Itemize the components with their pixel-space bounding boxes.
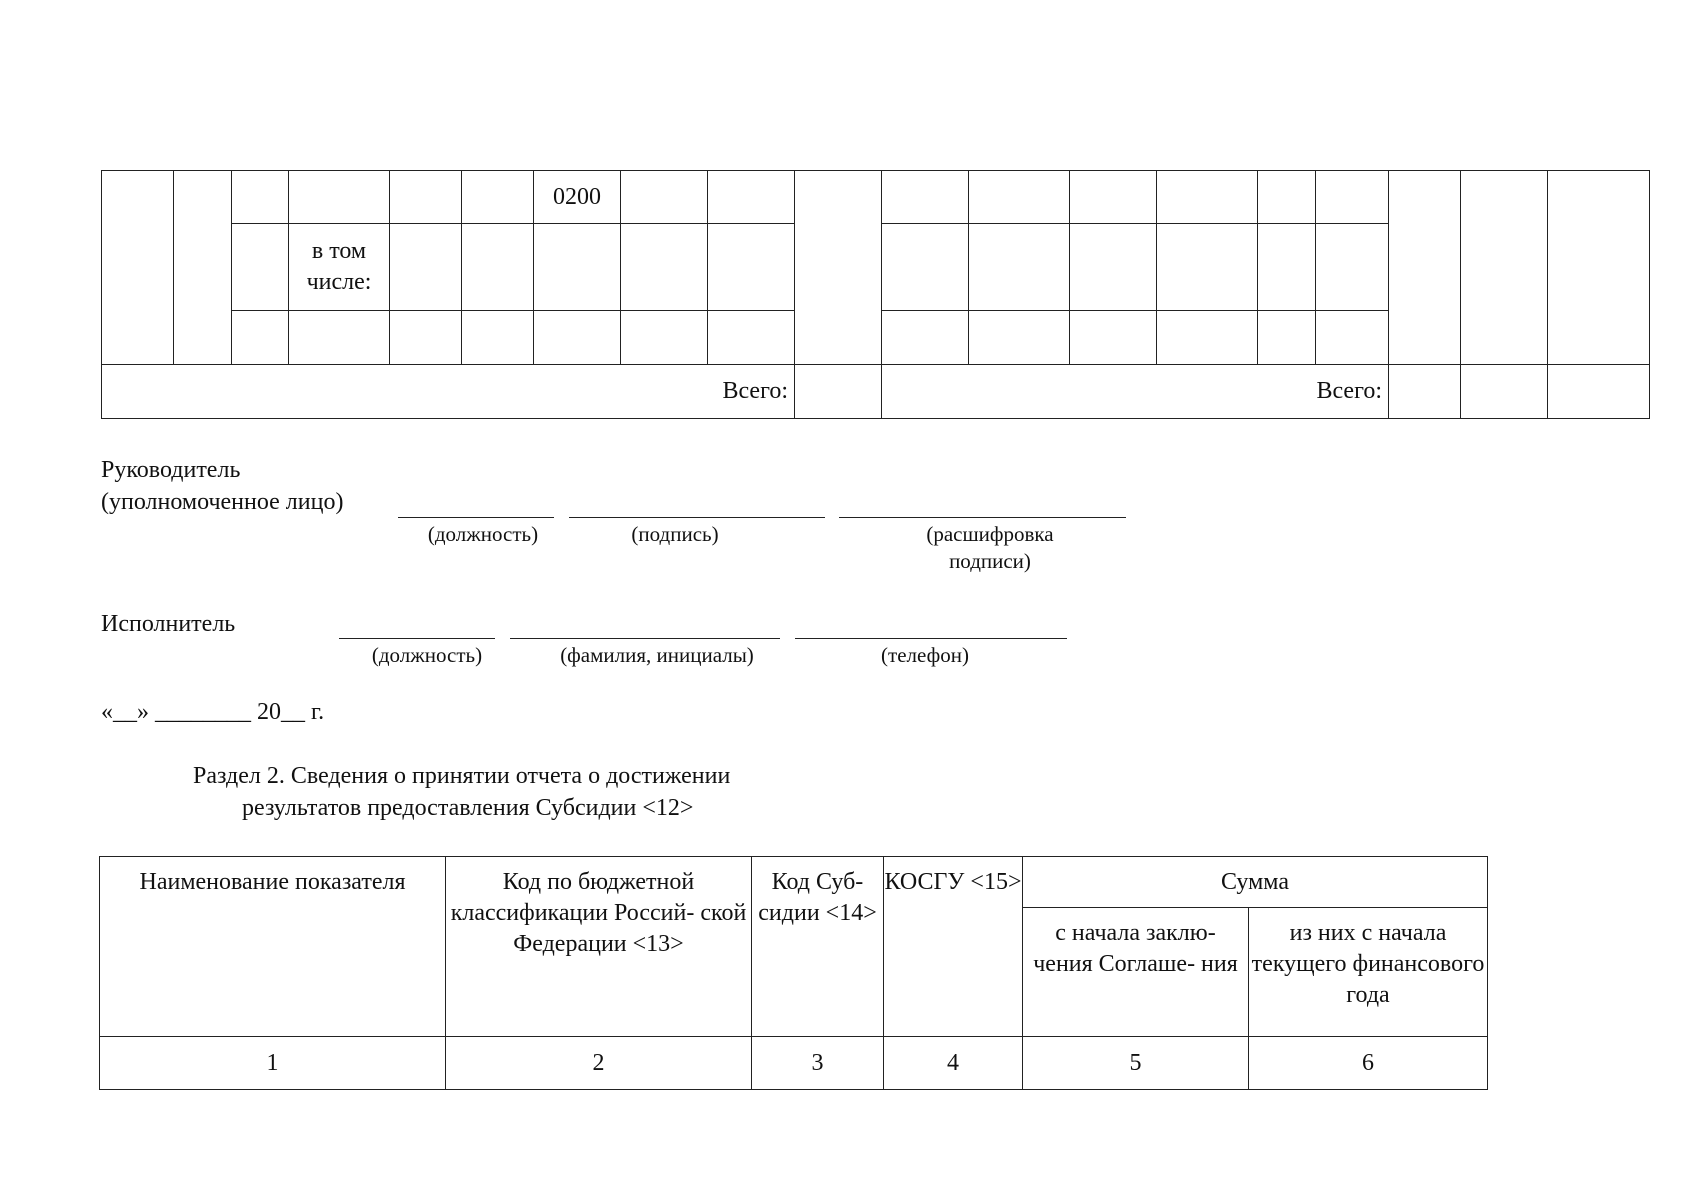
total-left-label: Всего: bbox=[102, 365, 795, 419]
signature-line bbox=[569, 517, 825, 518]
table-cell bbox=[390, 171, 462, 224]
table-cell bbox=[969, 224, 1070, 311]
table-cell bbox=[1461, 365, 1548, 419]
table-cell bbox=[232, 171, 289, 224]
table-cell bbox=[1389, 171, 1461, 365]
table-cell bbox=[621, 171, 708, 224]
executor-position-line bbox=[339, 638, 495, 639]
header-current-year: из них с начала текущего финансового года bbox=[1249, 908, 1488, 1037]
header-sum: Сумма bbox=[1023, 857, 1488, 908]
table-cell bbox=[708, 311, 795, 365]
head-label-authorized: (уполномоченное лицо) bbox=[101, 489, 344, 515]
table-cell bbox=[708, 224, 795, 311]
table-cell bbox=[462, 171, 534, 224]
incl-label: в том числе: bbox=[289, 224, 390, 311]
table-cell bbox=[621, 224, 708, 311]
table-cell bbox=[1258, 171, 1316, 224]
table-cell bbox=[174, 171, 232, 365]
executor-name-line bbox=[510, 638, 780, 639]
table-cell bbox=[882, 171, 969, 224]
table-cell bbox=[1157, 311, 1258, 365]
caption-signature-decode: (расшифровка подписи) bbox=[926, 522, 1054, 573]
column-number: 1 bbox=[100, 1037, 446, 1090]
header-budget-code: Код по бюджетной классификации Россий- ской Федерации <13> bbox=[446, 857, 752, 1037]
table-cell bbox=[289, 171, 390, 224]
table-cell bbox=[102, 171, 174, 365]
table-cell bbox=[462, 224, 534, 311]
table-cell bbox=[1316, 171, 1389, 224]
position-signature-line bbox=[398, 517, 554, 518]
table-cell bbox=[1548, 365, 1650, 419]
signature-decode-line bbox=[839, 517, 1126, 518]
table-cell bbox=[462, 311, 534, 365]
caption-executor-phone: (телефон) bbox=[881, 643, 969, 667]
total-right-label: Всего: bbox=[882, 365, 1389, 419]
header-kosgu: КОСГУ <15> bbox=[884, 857, 1023, 1037]
table-cell bbox=[1389, 365, 1461, 419]
code-cell: 0200 bbox=[534, 171, 621, 224]
table-cell bbox=[795, 365, 882, 419]
column-number: 4 bbox=[884, 1037, 1023, 1090]
caption-executor-position: (должность) bbox=[371, 643, 483, 667]
table-cell bbox=[1157, 171, 1258, 224]
table-cell bbox=[390, 311, 462, 365]
table-cell bbox=[1316, 311, 1389, 365]
table-cell bbox=[969, 311, 1070, 365]
table-cell bbox=[621, 311, 708, 365]
column-number: 6 bbox=[1249, 1037, 1488, 1090]
table-cell bbox=[1316, 224, 1389, 311]
table-cell bbox=[534, 224, 621, 311]
section-title-line2: результатов предоставления Субсидии <12> bbox=[242, 795, 694, 821]
table-cell bbox=[795, 171, 882, 365]
table-cell bbox=[1461, 171, 1548, 365]
date-line: «__» ________ 20__ г. bbox=[101, 699, 325, 725]
caption-position: (должность) bbox=[427, 522, 539, 546]
table-cell bbox=[534, 311, 621, 365]
executor-label: Исполнитель bbox=[101, 611, 236, 637]
column-number: 2 bbox=[446, 1037, 752, 1090]
table-cell bbox=[882, 311, 969, 365]
table-cell bbox=[1070, 171, 1157, 224]
table-cell bbox=[289, 311, 390, 365]
table-cell bbox=[232, 311, 289, 365]
header-subsidy-code: Код Суб- сидии <14> bbox=[752, 857, 884, 1037]
table-cell bbox=[1070, 224, 1157, 311]
column-number: 5 bbox=[1023, 1037, 1249, 1090]
table-cell bbox=[1070, 311, 1157, 365]
table-cell bbox=[1258, 224, 1316, 311]
table-cell bbox=[1258, 311, 1316, 365]
table-cell bbox=[969, 171, 1070, 224]
column-number: 3 bbox=[752, 1037, 884, 1090]
table-cell bbox=[1157, 224, 1258, 311]
executor-phone-line bbox=[795, 638, 1067, 639]
table-cell bbox=[1548, 171, 1650, 365]
report-table-fragment bbox=[101, 170, 1650, 419]
caption-executor-name: (фамилия, инициалы) bbox=[560, 643, 754, 667]
section2-table bbox=[99, 856, 1488, 1090]
header-since-agreement: с начала заклю- чения Соглаше- ния bbox=[1023, 908, 1249, 1037]
section-title-line1: Раздел 2. Сведения о принятии отчета о достижении bbox=[193, 763, 731, 789]
table-cell bbox=[390, 224, 462, 311]
caption-signature: (подпись) bbox=[631, 522, 719, 546]
table-cell bbox=[708, 171, 795, 224]
head-label: Руководитель bbox=[101, 457, 241, 483]
header-indicator-name: Наименование показателя bbox=[100, 857, 446, 1037]
table-cell bbox=[882, 224, 969, 311]
table-cell bbox=[232, 224, 289, 311]
